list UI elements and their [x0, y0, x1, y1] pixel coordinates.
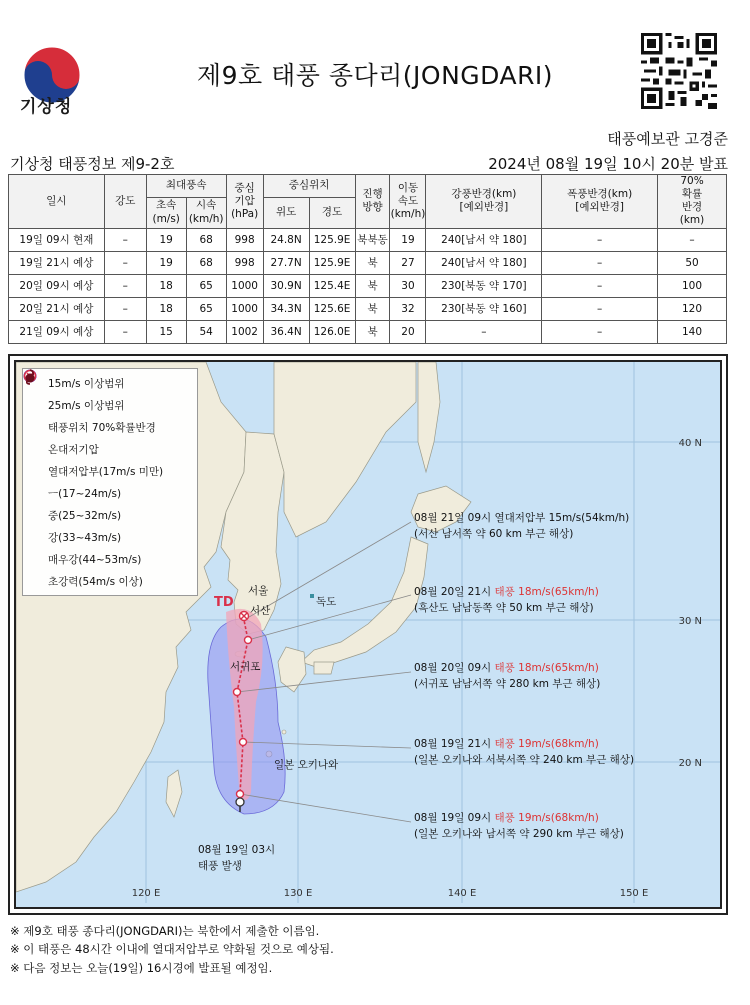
table-row — [9, 297, 727, 320]
header-pressure: 중심 기압 (hPa) — [226, 175, 263, 229]
cell-pressure: 998 — [226, 228, 263, 251]
label-seogwipo: 서귀포 — [230, 661, 261, 673]
typhoon-track-map-frame — [8, 354, 728, 915]
label-td: TD — [214, 595, 234, 610]
legend-label: 초강력(54m/s 이상) — [48, 575, 143, 588]
annotation-genesis: 08월 19일 03시 태풍 발생 — [198, 844, 276, 873]
header-max-wind: 최대풍속 — [146, 175, 226, 198]
cell-intensity: – — [104, 228, 146, 251]
label-dokdo: 독도 — [316, 596, 337, 608]
cell-wind-kmh: 65 — [186, 274, 226, 297]
annotation-19d09h: 08월 19일 09시 태풍 19m/s(68km/h) (일본 오키나와 남서쪽 약 290 km 부근 해상) — [414, 812, 624, 841]
table-row — [9, 251, 727, 274]
cell-lat: 27.7N — [263, 251, 309, 274]
legend-item — [27, 548, 193, 570]
cell-time: 20일 21시 예상 — [9, 297, 105, 320]
page-title: 제9호 태풍 종다리(JONGDARI) — [196, 61, 554, 90]
qr-code-icon[interactable] — [640, 33, 718, 109]
legend-label: 매우강(44~53m/s) — [48, 553, 142, 566]
cell-speed: 19 — [390, 228, 426, 251]
label-seosan: 서산 — [250, 605, 271, 617]
annotation-21d09h: 08월 21일 09시 열대저압부 15m/s(54km/h) (서산 남서쪽 약 60 km 부근 해상) — [414, 512, 630, 541]
map-legend — [22, 368, 198, 596]
land-russia — [274, 362, 416, 537]
cell-time: 21일 09시 예상 — [9, 320, 105, 343]
cell-pressure: 1002 — [226, 320, 263, 343]
cell-wind-ms: 18 — [146, 297, 186, 320]
cell-gale-radius: – — [426, 320, 542, 343]
cell-direction: 북 — [355, 320, 390, 343]
annotation-20d21h: 08월 20일 21시 태풍 18m/s(65km/h) (흑산도 남남동쪽 약 50 km 부근 해상) — [414, 586, 599, 615]
cell-lon: 125.6E — [309, 297, 355, 320]
cell-prob-radius: – — [658, 228, 727, 251]
label-seoul: 서울 — [248, 585, 269, 597]
track-point-19d09h — [237, 791, 244, 798]
cell-direction: 북 — [355, 274, 390, 297]
header-gale-radius: 강풍반경(km) [예외반경] — [426, 175, 542, 229]
legend-item — [27, 394, 193, 416]
track-point-19d21h — [240, 739, 247, 746]
legend-item — [27, 438, 193, 460]
cell-lat: 36.4N — [263, 320, 309, 343]
land-amami — [282, 730, 286, 734]
cell-storm-radius: – — [542, 320, 658, 343]
footnotes — [10, 922, 334, 977]
cell-lat: 30.9N — [263, 274, 309, 297]
footnote: ※ 이 태풍은 48시간 이내에 열대저압부로 약화될 것으로 예상됨. — [10, 942, 334, 957]
header-prob-radius: 70% 확률 반경 (km) — [658, 175, 727, 229]
legend-label: 온대저기압 — [48, 443, 99, 456]
footnote: ※ 다음 정보는 오늘(19일) 16시경에 발표될 예정임. — [10, 960, 273, 975]
cell-gale-radius: 240[남서 약 180] — [426, 228, 542, 251]
legend-label: 열대저압부(17m/s 미만) — [48, 465, 164, 478]
cell-lon: 125.4E — [309, 274, 355, 297]
lat-label-30: 30 N — [678, 616, 702, 627]
legend-label: ㅡ(17~24m/s) — [48, 487, 122, 500]
cell-wind-kmh: 65 — [186, 297, 226, 320]
header-lat: 위도 — [263, 197, 309, 228]
cell-wind-ms: 18 — [146, 274, 186, 297]
cell-wind-ms: 15 — [146, 320, 186, 343]
cell-storm-radius: – — [542, 228, 658, 251]
cell-lat: 24.8N — [263, 228, 309, 251]
legend-label: 태풍위치 70%확률반경 — [48, 421, 156, 434]
cell-wind-ms: 19 — [146, 251, 186, 274]
forecast-table — [8, 174, 727, 344]
lon-label-120: 120 E — [131, 888, 161, 899]
cell-prob-radius: 120 — [658, 297, 727, 320]
cell-lon: 125.9E — [309, 228, 355, 251]
cell-gale-radius: 230[북동 약 160] — [426, 297, 542, 320]
issued-time: 2024년 08월 19일 10시 20분 발표 — [488, 155, 728, 173]
land-kyushu — [278, 647, 306, 692]
header-position: 중심위치 — [263, 175, 355, 198]
land-shikoku — [314, 662, 334, 674]
annotation-20d09h: 08월 20일 09시 태풍 18m/s(65km/h) (서귀포 남남서쪽 약 280 km 부근 해상) — [414, 662, 601, 691]
legend-item — [27, 570, 193, 592]
td-point-21d09h — [240, 612, 249, 621]
label-okinawa: 일본 오키나와 — [274, 759, 339, 771]
cell-intensity: – — [104, 320, 146, 343]
cell-direction: 북 — [355, 251, 390, 274]
cell-gale-radius: 230[북동 약 170] — [426, 274, 542, 297]
table-row — [9, 274, 727, 297]
cell-pressure: 1000 — [226, 274, 263, 297]
cell-pressure: 998 — [226, 251, 263, 274]
cell-gale-radius: 240[남서 약 180] — [426, 251, 542, 274]
header-lon: 경도 — [309, 197, 355, 228]
legend-item — [27, 482, 193, 504]
typhoon-track-map[interactable] — [14, 360, 722, 909]
typhoon-super-icon — [23, 369, 37, 385]
header-intensity: 강도 — [104, 175, 146, 229]
cell-storm-radius: – — [542, 251, 658, 274]
legend-item — [27, 416, 193, 438]
cell-pressure: 1000 — [226, 297, 263, 320]
cell-lon: 126.0E — [309, 320, 355, 343]
cell-time: 19일 09시 현재 — [9, 228, 105, 251]
legend-item — [27, 460, 193, 482]
legend-item — [27, 372, 193, 394]
current-position-marker — [236, 798, 244, 806]
land-sakhalin — [418, 362, 440, 472]
lon-label-130: 130 E — [283, 888, 313, 899]
dokdo-marker — [310, 594, 314, 598]
cell-time: 19일 21시 예상 — [9, 251, 105, 274]
lat-label-20: 20 N — [678, 758, 702, 769]
cell-wind-kmh: 68 — [186, 251, 226, 274]
cell-storm-radius: – — [542, 274, 658, 297]
track-point-20d21h — [245, 637, 252, 644]
footnote: ※ 제9호 태풍 종다리(JONGDARI)는 북한에서 제출한 이름임. — [10, 924, 320, 938]
cell-wind-ms: 19 — [146, 228, 186, 251]
annotation-19d21h: 08월 19일 21시 태풍 19m/s(68km/h) (일본 오키나와 서북서쪽 약 240 km 부근 해상) — [414, 738, 635, 767]
cell-prob-radius: 50 — [658, 251, 727, 274]
org-name: 기상청 — [20, 97, 73, 117]
cell-wind-kmh: 54 — [186, 320, 226, 343]
header-speed: 이동 속도 (km/h) — [390, 175, 426, 229]
cell-intensity: – — [104, 251, 146, 274]
forecaster-name: 태풍예보관 고경준 — [607, 130, 728, 148]
cell-direction: 북 — [355, 297, 390, 320]
cell-time: 20일 09시 예상 — [9, 274, 105, 297]
cell-speed: 27 — [390, 251, 426, 274]
cell-wind-kmh: 68 — [186, 228, 226, 251]
cell-speed: 30 — [390, 274, 426, 297]
land-taiwan — [166, 770, 182, 817]
bulletin-number: 기상청 태풍정보 제9-2호 — [10, 155, 175, 173]
legend-label: 중(25~32m/s) — [48, 509, 122, 522]
cell-storm-radius: – — [542, 297, 658, 320]
header-storm-radius: 폭풍반경(km) [예외반경] — [542, 175, 658, 229]
header-direction: 진행 방향 — [355, 175, 390, 229]
track-point-20d09h — [234, 689, 241, 696]
legend-label: 강(33~43m/s) — [48, 531, 122, 544]
cell-prob-radius: 100 — [658, 274, 727, 297]
header-wind-kmh: 시속 (km/h) — [186, 197, 226, 228]
cell-intensity: – — [104, 274, 146, 297]
cell-direction: 북북동 — [355, 228, 390, 251]
table-row — [9, 228, 727, 251]
lat-label-40: 40 N — [678, 438, 702, 449]
cell-speed: 20 — [390, 320, 426, 343]
legend-item — [27, 504, 193, 526]
cell-lat: 34.3N — [263, 297, 309, 320]
cell-intensity: – — [104, 297, 146, 320]
lon-label-150: 150 E — [619, 888, 649, 899]
legend-item — [27, 526, 193, 548]
table-row — [9, 320, 727, 343]
header-time: 일시 — [9, 175, 105, 229]
legend-label: 15m/s 이상범위 — [48, 377, 125, 390]
lon-label-140: 140 E — [447, 888, 477, 899]
header-wind-ms: 초속 (m/s) — [146, 197, 186, 228]
cell-lon: 125.9E — [309, 251, 355, 274]
legend-label: 25m/s 이상범위 — [48, 399, 125, 412]
cell-speed: 32 — [390, 297, 426, 320]
cell-prob-radius: 140 — [658, 320, 727, 343]
